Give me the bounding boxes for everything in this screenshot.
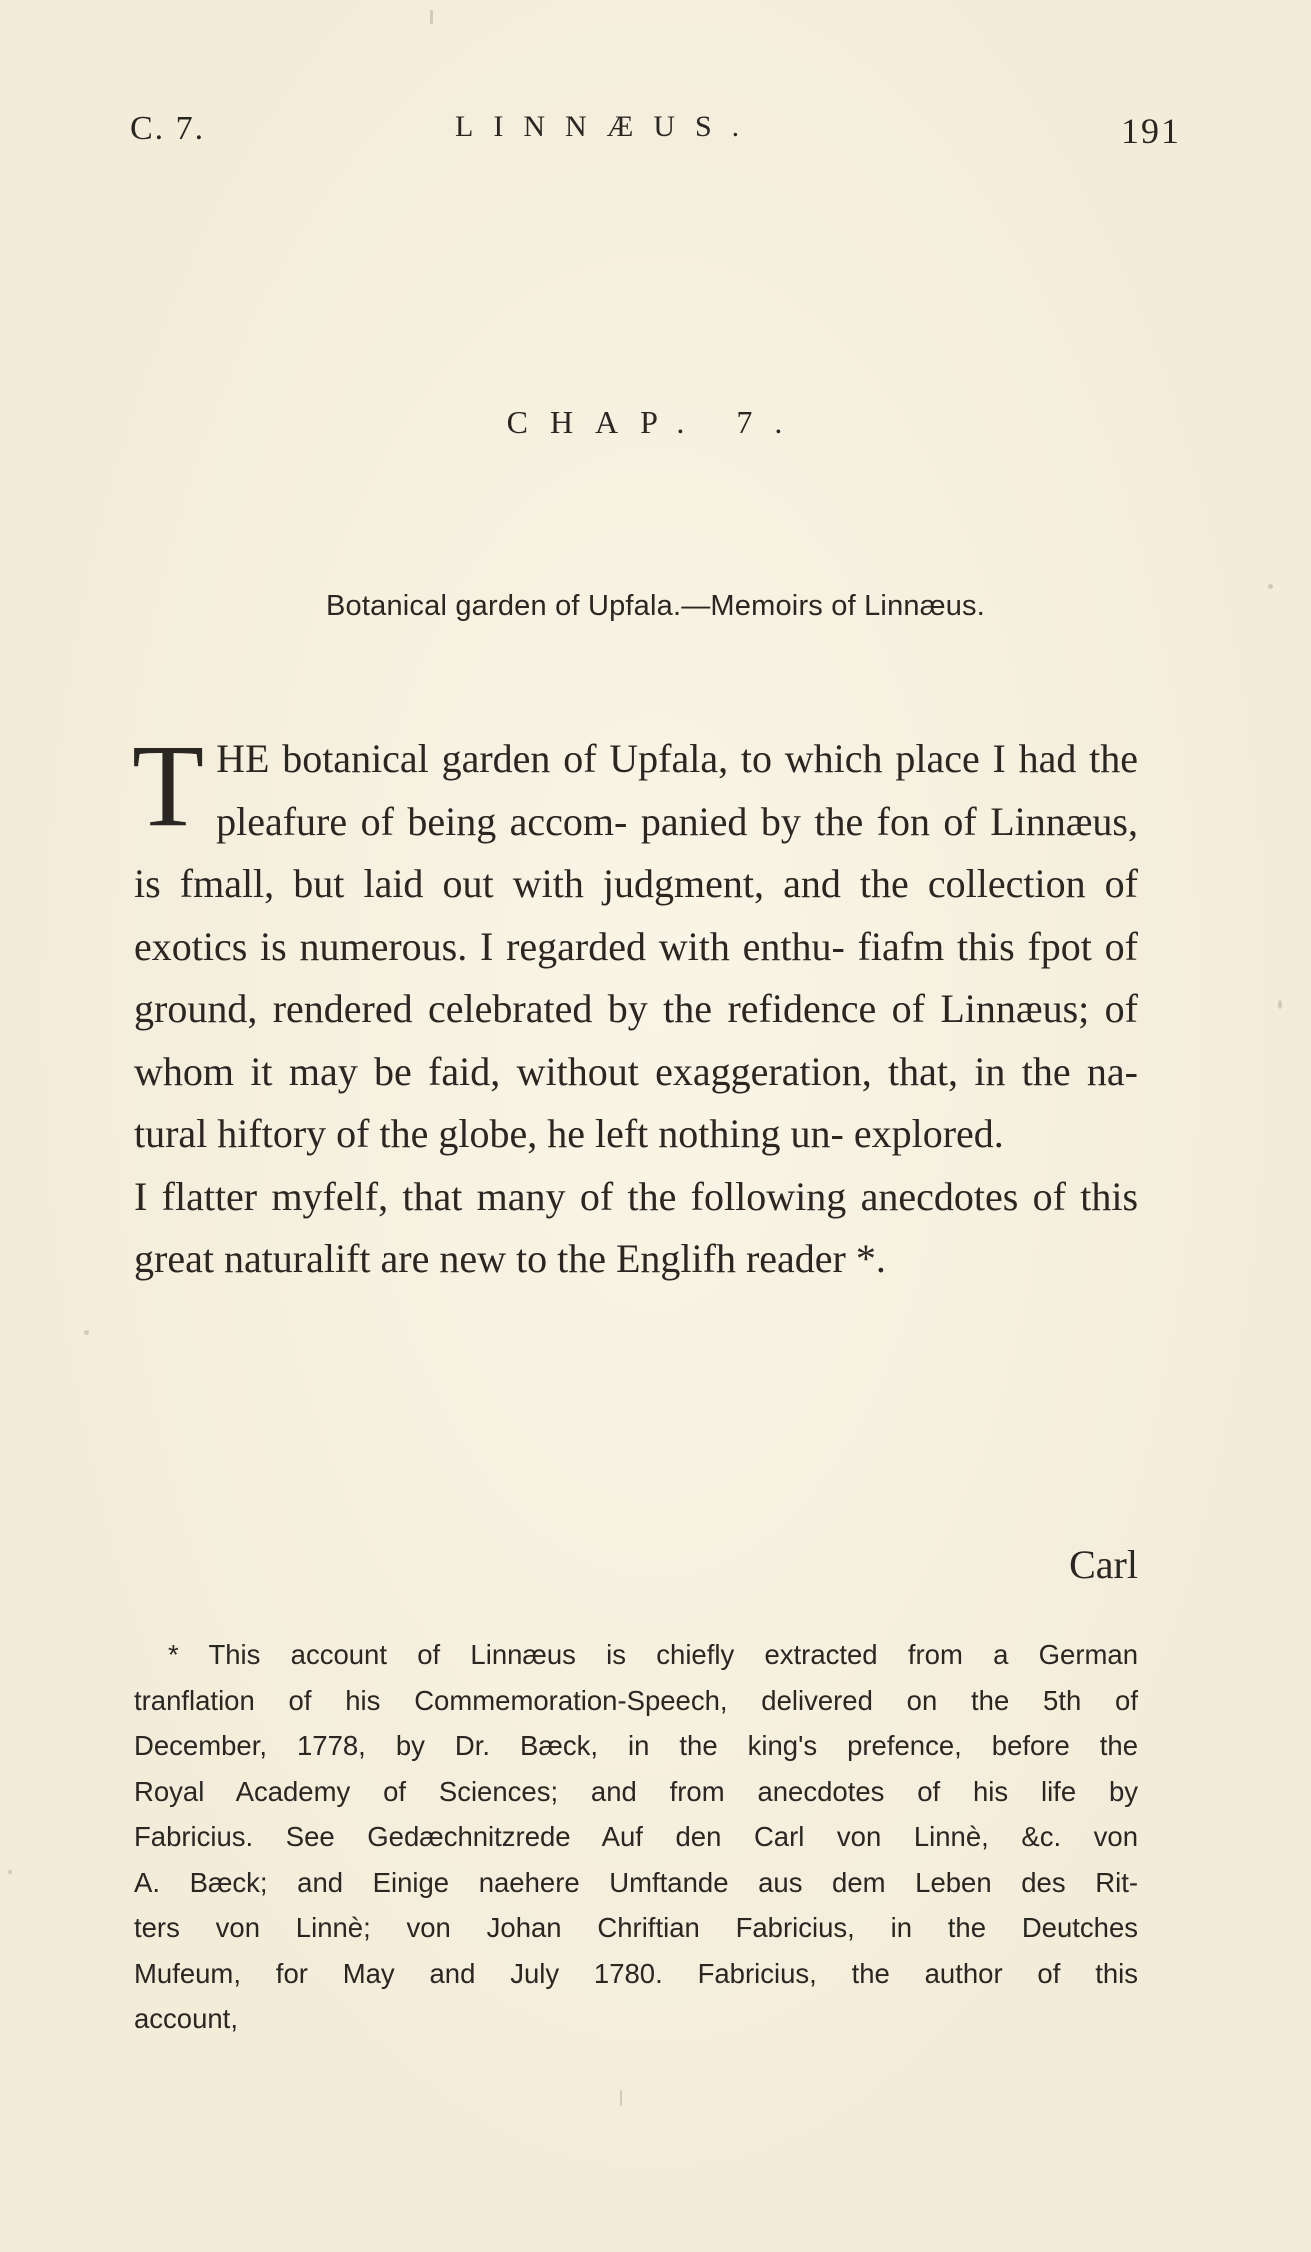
text-line: place I had the pleafure of being accom- <box>216 736 1138 844</box>
body-text <box>132 720 1139 1587</box>
footnote-line: Mufeum, for May and July 1780. Fabricius, the author of this <box>134 1957 1138 1989</box>
paragraph-1 <box>132 720 1138 1166</box>
running-title: LINNÆUS. <box>455 110 760 143</box>
paper-speck <box>1278 1000 1282 1009</box>
text-line: anecdotes of this great naturalift are new to <box>134 1173 1139 1281</box>
text-line: I flatter myfelf, that many of the following <box>134 1173 861 1219</box>
chapter-marker: C. 7. <box>130 110 206 147</box>
chapter-heading: CHAP. 7. <box>506 404 805 440</box>
footnote-line: A. Bæck; and Einige naehere Umftande aus dem Leben des Rit- <box>134 1866 1138 1898</box>
footnote <box>134 1632 1138 2042</box>
text-line: exotics is numerous. I regarded with enthu- <box>134 923 858 969</box>
drop-cap: T <box>132 720 205 851</box>
paper-speck <box>1268 584 1273 589</box>
paper-speck <box>430 10 433 24</box>
text-line: panied by the fon of Linnæus, is fmall, but <box>134 798 1138 906</box>
text-line: by the refidence of Linnæus; of whom it may be <box>134 986 1138 1094</box>
footnote-last-line: account, <box>134 2003 238 2034</box>
running-head <box>130 110 1181 160</box>
paragraph-2 <box>134 1166 1138 1291</box>
footnote-line: ters von Linnè; von Johan Chriftian Fabricius, in the Deutches <box>134 1912 1138 1943</box>
footnote-line: Fabricius. See Gedæchnitzrede Auf den Carl von Linnè, &c. von <box>134 1821 1138 1852</box>
catchword: Carl <box>1069 1542 1138 1587</box>
text-line: tural hiftory of the globe, he left nothing un- <box>134 1111 854 1156</box>
text-line: laid out with judgment, and the collection of <box>363 861 1138 906</box>
page-number: 191 <box>1121 111 1181 151</box>
text-line: explored. <box>853 1111 1004 1156</box>
footnote-line: * This account of Linnæus is chiefly extracted from a German <box>168 1639 1138 1670</box>
chapter-summary: Botanical garden of Upfala.—Memoirs of Linnæus. <box>325 590 985 622</box>
text-line: HE botanical garden of Upfala, to which <box>216 736 896 781</box>
text-line: fiafm this fpot of ground, rendered celebrated <box>134 923 1138 1031</box>
footnote-line: tranflation of his Commemoration-Speech, delivered on the 5th of <box>134 1684 1138 1716</box>
paper-speck <box>620 2090 622 2106</box>
footnote-line: Royal Academy of Sciences; and from anecdotes of his life by <box>134 1775 1138 1807</box>
text-line: faid, without exaggeration, that, in the na- <box>428 1048 1138 1094</box>
paper-speck <box>84 1330 89 1335</box>
footnote-line: December, 1778, by Dr. Bæck, in the king's prefence, before the <box>134 1730 1138 1761</box>
text-line: the Englifh reader *. <box>557 1236 886 1281</box>
paper-speck <box>8 1870 12 1874</box>
